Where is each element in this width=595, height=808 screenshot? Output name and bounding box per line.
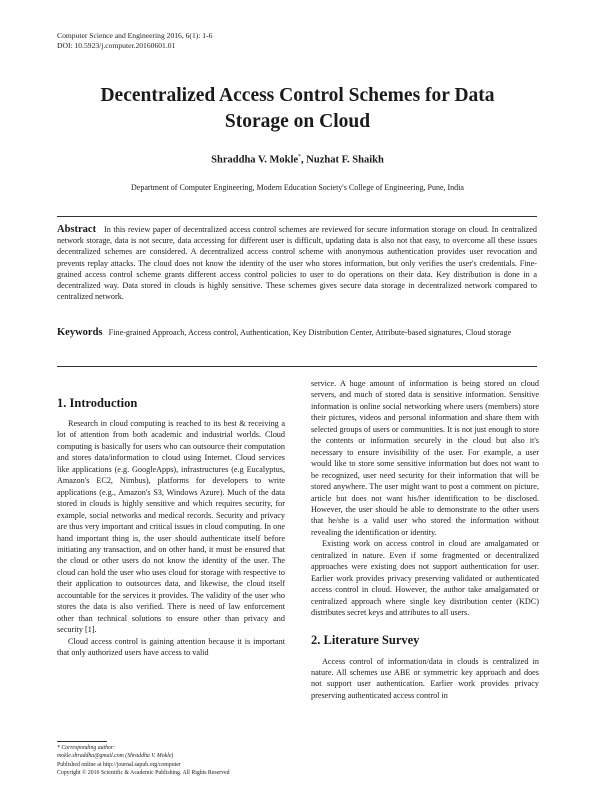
corresponding-mark: * (298, 154, 302, 160)
journal-header (57, 31, 212, 50)
footnote-rule (57, 741, 107, 742)
left-column (57, 396, 285, 659)
abstract-text: In this review paper of decentralized access control schemes are reviewed for secure information storage on cloud. In centralized network storage, data is not secure, data accessing for different user is difficult, updating data is also not that easy, to overcome all these issues decentralized schemes are considered. A decentralized access control scheme with anonymous authentication provides user revocation and prevents replay attacks. The cloud does not know the identity of the user who stores information, but only verifies the user's credentials. Fine-grained access control scheme grants different access control policies to user to do operations on their data. Key distribution is done in a decentralized way. Data stored in clouds is highly sensitive. These schemes gives secure data storage in decentralized network compared to centralized network. (57, 225, 538, 302)
author-1: Shraddha V. Mokle (211, 154, 299, 166)
title-line-1: Decentralized Access Control Schemes for Data (100, 85, 495, 106)
abstract-label: Abstract (57, 224, 97, 235)
journal-citation: Computer Science and Engineering 2016, 6(1): 1-6 (57, 31, 213, 40)
section-1-heading: 1. Introduction (57, 396, 138, 410)
intro-paragraph-1: Research in cloud computing is reached to its best & receiving a lot of attention from both academic and industrial worlds. Cloud computing is basically for users who can outsource their computation and stores data/information to cloud using Internet. Cloud services like applications (e.g. GoogleApps), infrastructures (e.g Eucalyptus, Amazon's EC2, Nimbus), platforms for developers to write applications (e.g., Amazon's S3, Windows Azure). Much of the data stored in clouds is highly sensitive and which requires security, for example, social networks and medical records. Security and privacy are thus very important and critical issues in cloud computing. In one hand important thing is, the user should authenticate itself before initiating any transaction, and on other hand, it must be ensured that the cloud or other users do not know the identity of the user. The cloud can hold the user who uses cloud for storage with respective to their application to outsources data, and likewise, the cloud itself accountable for the services it provides. The validity of the user who stores the data is also verified. There is need of law enforcement other than technical solutions to ensure other than privacy and security [1]. (57, 419, 285, 635)
author-list (60, 154, 535, 166)
keywords (57, 327, 537, 338)
right-column (311, 378, 539, 701)
keywords-label: Keywords (57, 327, 103, 338)
intro-paragraph-4: Existing work on access control in cloud are amalgamated or centralized in nature. Even if some fragmented or decentralized approaches were existing does not support authentication for user. Earlier work provides privacy preserving validated or authenticated access control in cloud. However, the author take amalgamated or centralized approach where single key distribution center (KDC) distributes secret keys and attributes to all users. (311, 539, 539, 618)
title-line-2: Storage on Cloud (224, 111, 371, 132)
abstract (57, 224, 537, 302)
intro-paragraph-2: Cloud access control is gaining attention because it is important that only authorized users have access to valid (57, 636, 285, 658)
author-separator: , (301, 154, 307, 166)
footnote-copyright: Copyright © 2016 Scientific & Academic Publishing. All Rights Reserved (57, 769, 230, 776)
journal-doi: DOI: 10.5923/j.computer.20160601.01 (57, 40, 176, 50)
footnote-email: mokle.shraddha@gmail.com (Shraddha V. Mokle) (57, 753, 174, 760)
footnote (57, 744, 297, 777)
keywords-text: Fine-grained Approach, Access control, Authentication, Key Distribution Center, Attribute-based signatures, Cloud storage (108, 328, 512, 337)
affiliation: Department of Computer Engineering, Modern Education Society's College of Engineering, Pune, India (131, 183, 464, 192)
abstract-top-rule (57, 216, 537, 217)
abstract-bottom-rule (57, 366, 537, 367)
footnote-corresponding: * Corresponding author: (57, 745, 116, 751)
author-2: Nuzhat F. Shaikh (306, 154, 384, 166)
paper-title (60, 83, 535, 135)
intro-paragraph-3: service. A huge amount of information is being stored on cloud servers, and much of stored data is sensitive information. Sensitive information is online social networking where users (members) store their pictures, videos and personal information and share them with selected groups of users or communities. It is not just enough to store the contents or information securely in the cloud but also it's necessary to ensure invisibility of the user. For example, a user would like to store some sensitive information but does not want to be recognized, user need security for their information that will be stored anywhere. The user might want to post a comment on picture, article but does not want his/her identification to be disclosed. However, the user should be able to demonstrate to the other users that he/she is a valid user who stored the information without revealing the identification or identity. (311, 379, 539, 537)
section-2-heading: 2. Literature Survey (311, 632, 420, 647)
footnote-published: Published online at http://journal.sapub.org/computer (57, 761, 181, 768)
survey-paragraph-1: Access control of information/data in clouds is centralized in nature. All schemes use ABE or symmetric key approach and does not support user authentication. Earlier work provides privacy preserving authenticated access control in (311, 656, 539, 700)
